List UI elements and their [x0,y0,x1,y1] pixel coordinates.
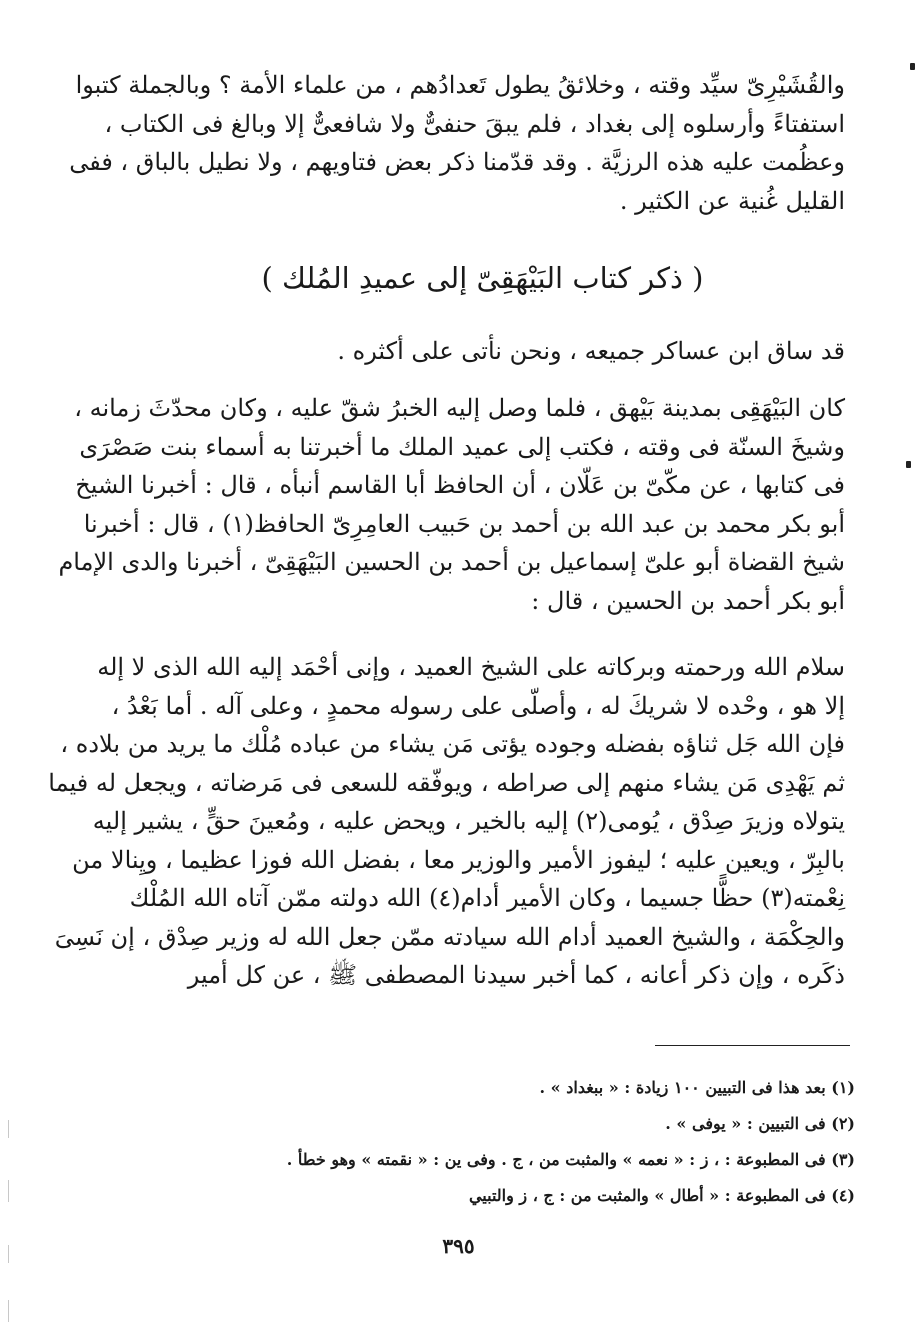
text-line: إلا هو ، وحْده لا شريكَ له ، وأصلّى على رسوله محمدٍ ، وعلى آله . أما بَعْدُ ، [111,691,845,720]
text-line: ذكَره ، وإن ذكر أعانه ، كما أخبر سيدنا المصطفى ﷺ ، عن كل أمير [187,961,845,989]
paragraph-isnad [58,389,845,620]
text-line: سلام الله ورحمته وبركاته على الشيخ العميد ، وإنى أحْمَد إليه الله الذى لا إله [97,653,845,681]
text-line: استفتاءً وأرسلوه إلى بغداد ، فلم يبقَ حنفىٌّ ولا شافعىٌّ إلا وبالغ فى الكتاب ، [104,109,845,138]
text-line: فإن الله جَل ثناؤه بفضله وجوده يؤتى مَن يشاء من عباده مُلْك ما يريد من بلاده ، [60,730,845,758]
text-line: نِعْمته(٣) حظًّا جسيما ، وكان الأمير أدام(٤) الله دولته ممّن آتاه الله المُلْك [129,884,845,912]
paragraph-letter [48,648,845,995]
text-line: بالبِرّ ، ويعين عليه ؛ ليفوز الأمير والوزير معا ، بفضل الله فوزا عظيما ، ويِنالا من [72,845,845,874]
edge-artifact [8,1120,9,1138]
footnote-divider [655,1045,850,1046]
footnote-2: (٢) فى التبيين : « يوفى » . [665,1114,855,1133]
text-line: ثم يَهْدِى مَن يشاء منهم إلى صراطه ، ويوفّقه للسعى فى مَرضاته ، ويجعل له فيما [48,768,845,797]
footnote-4: (٤) فى المطبوعة : « أطال » والمثبت من : ج ، ز والتبيي [468,1186,855,1205]
text-line: والحِكْمَة ، والشيخ العميد أدام الله سيادته ممّن جعل الله له وزير صِدْق ، إن نَسِىَ [54,922,845,951]
text-line: يتولاه وزيرَ صِدْق ، يُومى(٢) إليه بالخير ، ويحض عليه ، ومُعينَ حقٍّ ، يشير إليه [92,807,845,835]
page-number: ٣٩٥ [442,1234,475,1258]
edge-artifact [8,1300,9,1322]
text-line: وعظُمت عليه هذه الرزيَّة . وقد قدّمنا ذكر بعض فتاويهم ، ولا نطيل بالباق ، ففى [69,148,845,176]
paragraph-qushayri [69,66,845,220]
text-line: والقُشَيْرِىّ سيِّد وقته ، وخلائقُ يطول تَعدادُهم ، من علماء الأمة ؟ وبالجملة كتبوا [75,71,845,99]
margin-mark [906,461,911,468]
footnote-3: (٣) فى المطبوعة : ، ز : « نعمه » والمثبت من ، ج . وفى ين : « نقمته » وهو خطأ . [286,1150,855,1169]
footnote-1: (١) بعد هذا فى التبيين ١٠٠ زيادة : « ببغداد » . [539,1078,855,1097]
text-line: فى كتابها ، عن مكّىّ بن عَلّان ، أن الحافظ أبا القاسم أنبأه ، قال : أخبرنا الشيخ [75,471,845,499]
section-heading: ( ذكر كتاب البَيْهَقِىّ إلى عميدِ المُلك ) [261,261,704,295]
footnotes [180,1070,855,1214]
text-line: أبو بكر أحمد بن الحسين ، قال : [531,586,845,615]
text-line: أبو بكر محمد بن عبد الله بن أحمد بن حَبيب العامِرِىّ الحافظ(١) ، قال : أخبرنا [83,509,845,538]
text-line: شيخ القضاة أبو علىّ إسماعيل بن أحمد بن الحسين البَيْهَقِىّ ، أخبرنا والدى الإمام [58,548,845,576]
text-line: قد ساق ابن عساكر جميعه ، ونحن نأتى على أكثره . [337,337,845,365]
edge-artifact [8,1180,9,1202]
margin-mark [910,63,915,70]
text-line: القليل غُنية عن الكثير . [619,186,845,215]
paragraph-ibn-asakir [120,332,845,371]
text-line: كان البَيْهَقِى بمدينة بَيْهق ، فلما وصل إليه الخبرُ شقّ عليه ، وكان محدّثَ زمانه ، [74,394,845,422]
text-line: وشيخَ السنّة فى وقته ، فكتب إلى عميد الملك ما أخبرتنا به أسماء بنت صَصْرَى [79,432,845,461]
